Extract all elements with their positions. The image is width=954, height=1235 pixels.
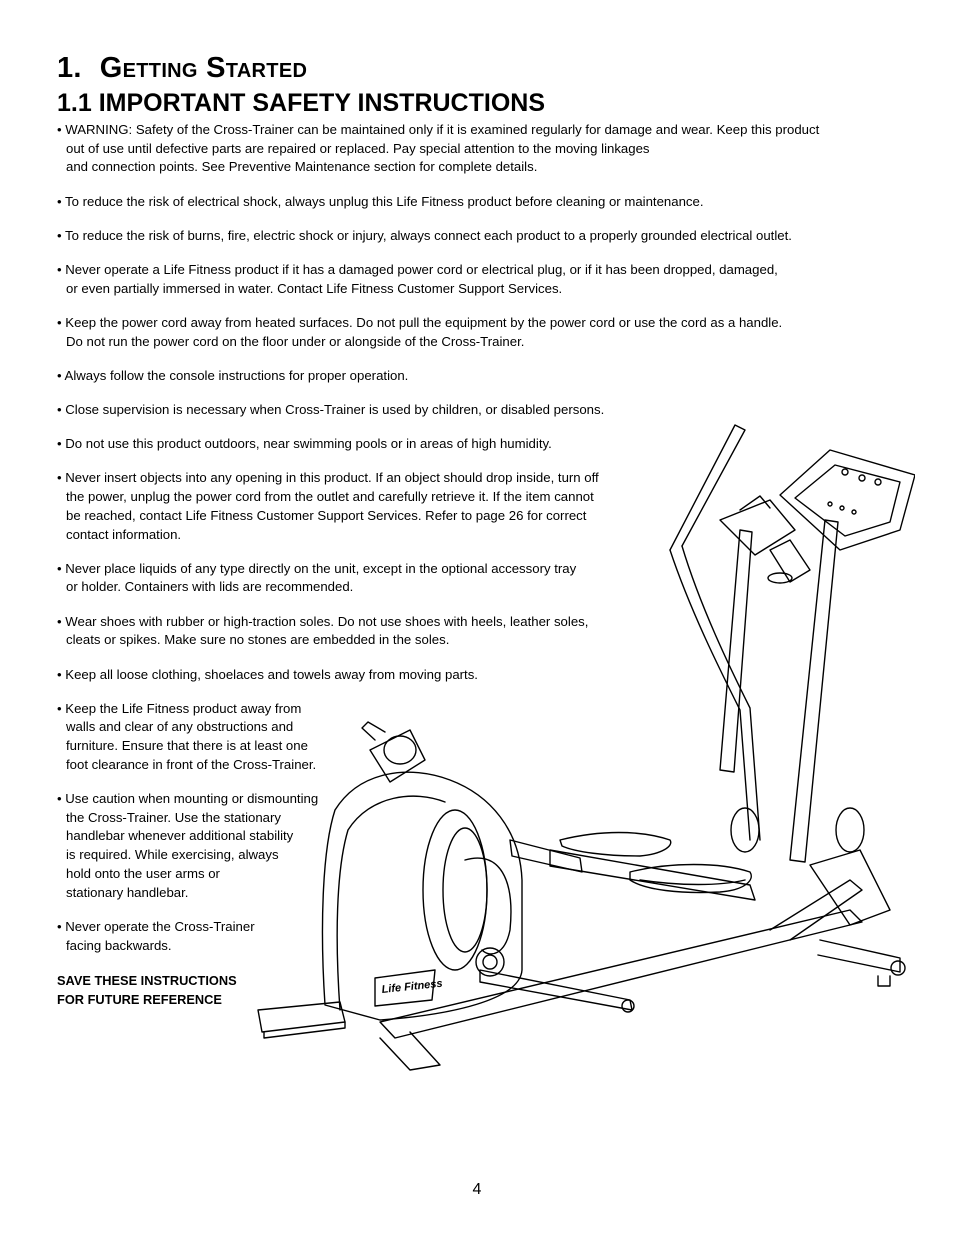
instruction-line: • Never operate a Life Fitness product if it has a damaged power cord or electrical plug, or if it has been dropped, damaged,: [57, 262, 778, 278]
instruction-line: stationary handlebar.: [66, 884, 189, 900]
instruction-line: • Keep the power cord away from heated surfaces. Do not pull the equipment by the power cord or use the cord as a handle.: [57, 314, 783, 330]
lower-rail: [480, 970, 632, 1010]
instruction-line: facing backwards.: [66, 937, 172, 953]
instruction-line: handlebar whenever additional stability: [66, 828, 294, 844]
save-notice-line: SAVE THESE INSTRUCTIONS: [57, 973, 237, 988]
instruction-line: • Always follow the console instructions for proper operation.: [57, 367, 409, 383]
instruction-line: the Cross-Trainer. Use the stationary: [66, 809, 281, 825]
instruction-line: furniture. Ensure that there is at least one: [66, 738, 308, 754]
instruction-line: or holder. Containers with lids are recommended.: [66, 579, 354, 595]
instruction-line: • Do not use this product outdoors, near swimming pools or in areas of high humidity.: [57, 436, 552, 452]
save-notice-line: FOR FUTURE REFERENCE: [57, 992, 222, 1007]
base-foot: [380, 1032, 440, 1070]
safety-instruction-item: [57, 261, 897, 298]
instruction-line: • Never place liquids of any type directly on the unit, except in the optional accessory tray: [57, 560, 577, 576]
subsection-heading: 1.1 IMPORTANT SAFETY INSTRUCTIONS: [57, 89, 546, 117]
rear-stabilizer: [818, 940, 900, 972]
instruction-line: or even partially immersed in water. Contact Life Fitness Customer Support Services.: [66, 280, 563, 296]
rear-housing: [810, 850, 890, 925]
instruction-line: • Use caution when mounting or dismounting: [57, 791, 319, 807]
page-number: 4: [472, 1181, 482, 1198]
pedal-link: [550, 850, 755, 900]
instruction-line: foot clearance in front of the Cross-Trainer.: [66, 756, 317, 772]
user-arm-left: [670, 550, 750, 840]
instruction-line: hold onto the user arms or: [66, 865, 220, 881]
safety-instruction-item: [57, 193, 897, 212]
user-arm-grip: [670, 425, 745, 550]
instruction-line: • Keep the Life Fitness product away from: [57, 700, 302, 716]
instruction-line: • To reduce the risk of electrical shock, always unplug this Life Fitness product before cleaning or maintenance.: [57, 193, 704, 209]
section-heading: [57, 52, 307, 85]
base-rail: [380, 910, 862, 1038]
instruction-line: the power, unplug the power cord from the outlet and carefully retrieve it. If the item cannot: [66, 489, 594, 505]
safety-instruction-item: [57, 121, 897, 177]
instruction-line: Do not run the power cord on the floor under or alongside of the Cross-Trainer.: [66, 333, 525, 349]
brand-mark: Life Fitness: [381, 977, 444, 996]
rear-upright: [790, 520, 838, 862]
stationary-handlebar: [720, 500, 795, 555]
section-title: Getting Started: [99, 52, 308, 84]
instruction-line: is required. While exercising, always: [66, 847, 279, 863]
left-pedal: [630, 865, 751, 893]
instruction-line: out of use until defective parts are repaired or replaced. Pay special attention to the moving linkages: [66, 140, 650, 156]
front-handle-mount: [370, 730, 425, 782]
safety-instruction-item: [57, 227, 897, 246]
section-number: 1.: [57, 52, 82, 84]
instruction-line: • WARNING: Safety of the Cross-Trainer can be maintained only if it is examined regularly for damage and wear. Keep this product: [57, 122, 820, 137]
instruction-line: walls and clear of any obstructions and: [66, 719, 294, 735]
front-upright: [720, 530, 752, 772]
instruction-line: • Never operate the Cross-Trainer: [57, 918, 255, 934]
right-pedal: [560, 833, 671, 857]
instruction-line: • Wear shoes with rubber or high-traction soles. Do not use shoes with heels, leather soles,: [57, 613, 589, 629]
instruction-line: contact information.: [66, 526, 182, 542]
instruction-line: • Close supervision is necessary when Cross-Trainer is used by children, or disabled persons.: [57, 402, 605, 418]
instruction-line: cleats or spikes. Make sure no stones are embedded in the soles.: [66, 632, 450, 648]
instruction-line: be reached, contact Life Fitness Customer Support Services. Refer to page 26 for correct: [66, 507, 587, 523]
instruction-line: • Never insert objects into any opening in this product. If an object should drop inside, turn off: [57, 470, 599, 486]
instruction-line: and connection points. See Preventive Maintenance section for complete details.: [66, 159, 538, 175]
instruction-line: • Keep all loose clothing, shoelaces and towels away from moving parts.: [57, 666, 478, 682]
cross-trainer-illustration: [250, 410, 915, 1080]
save-notice: [57, 971, 237, 1009]
instruction-line: • To reduce the risk of burns, fire, electric shock or injury, always connect each product to a properly grounded electrical outlet.: [57, 227, 792, 243]
safety-instruction-item: [57, 367, 897, 386]
safety-instruction-item: [57, 314, 897, 351]
